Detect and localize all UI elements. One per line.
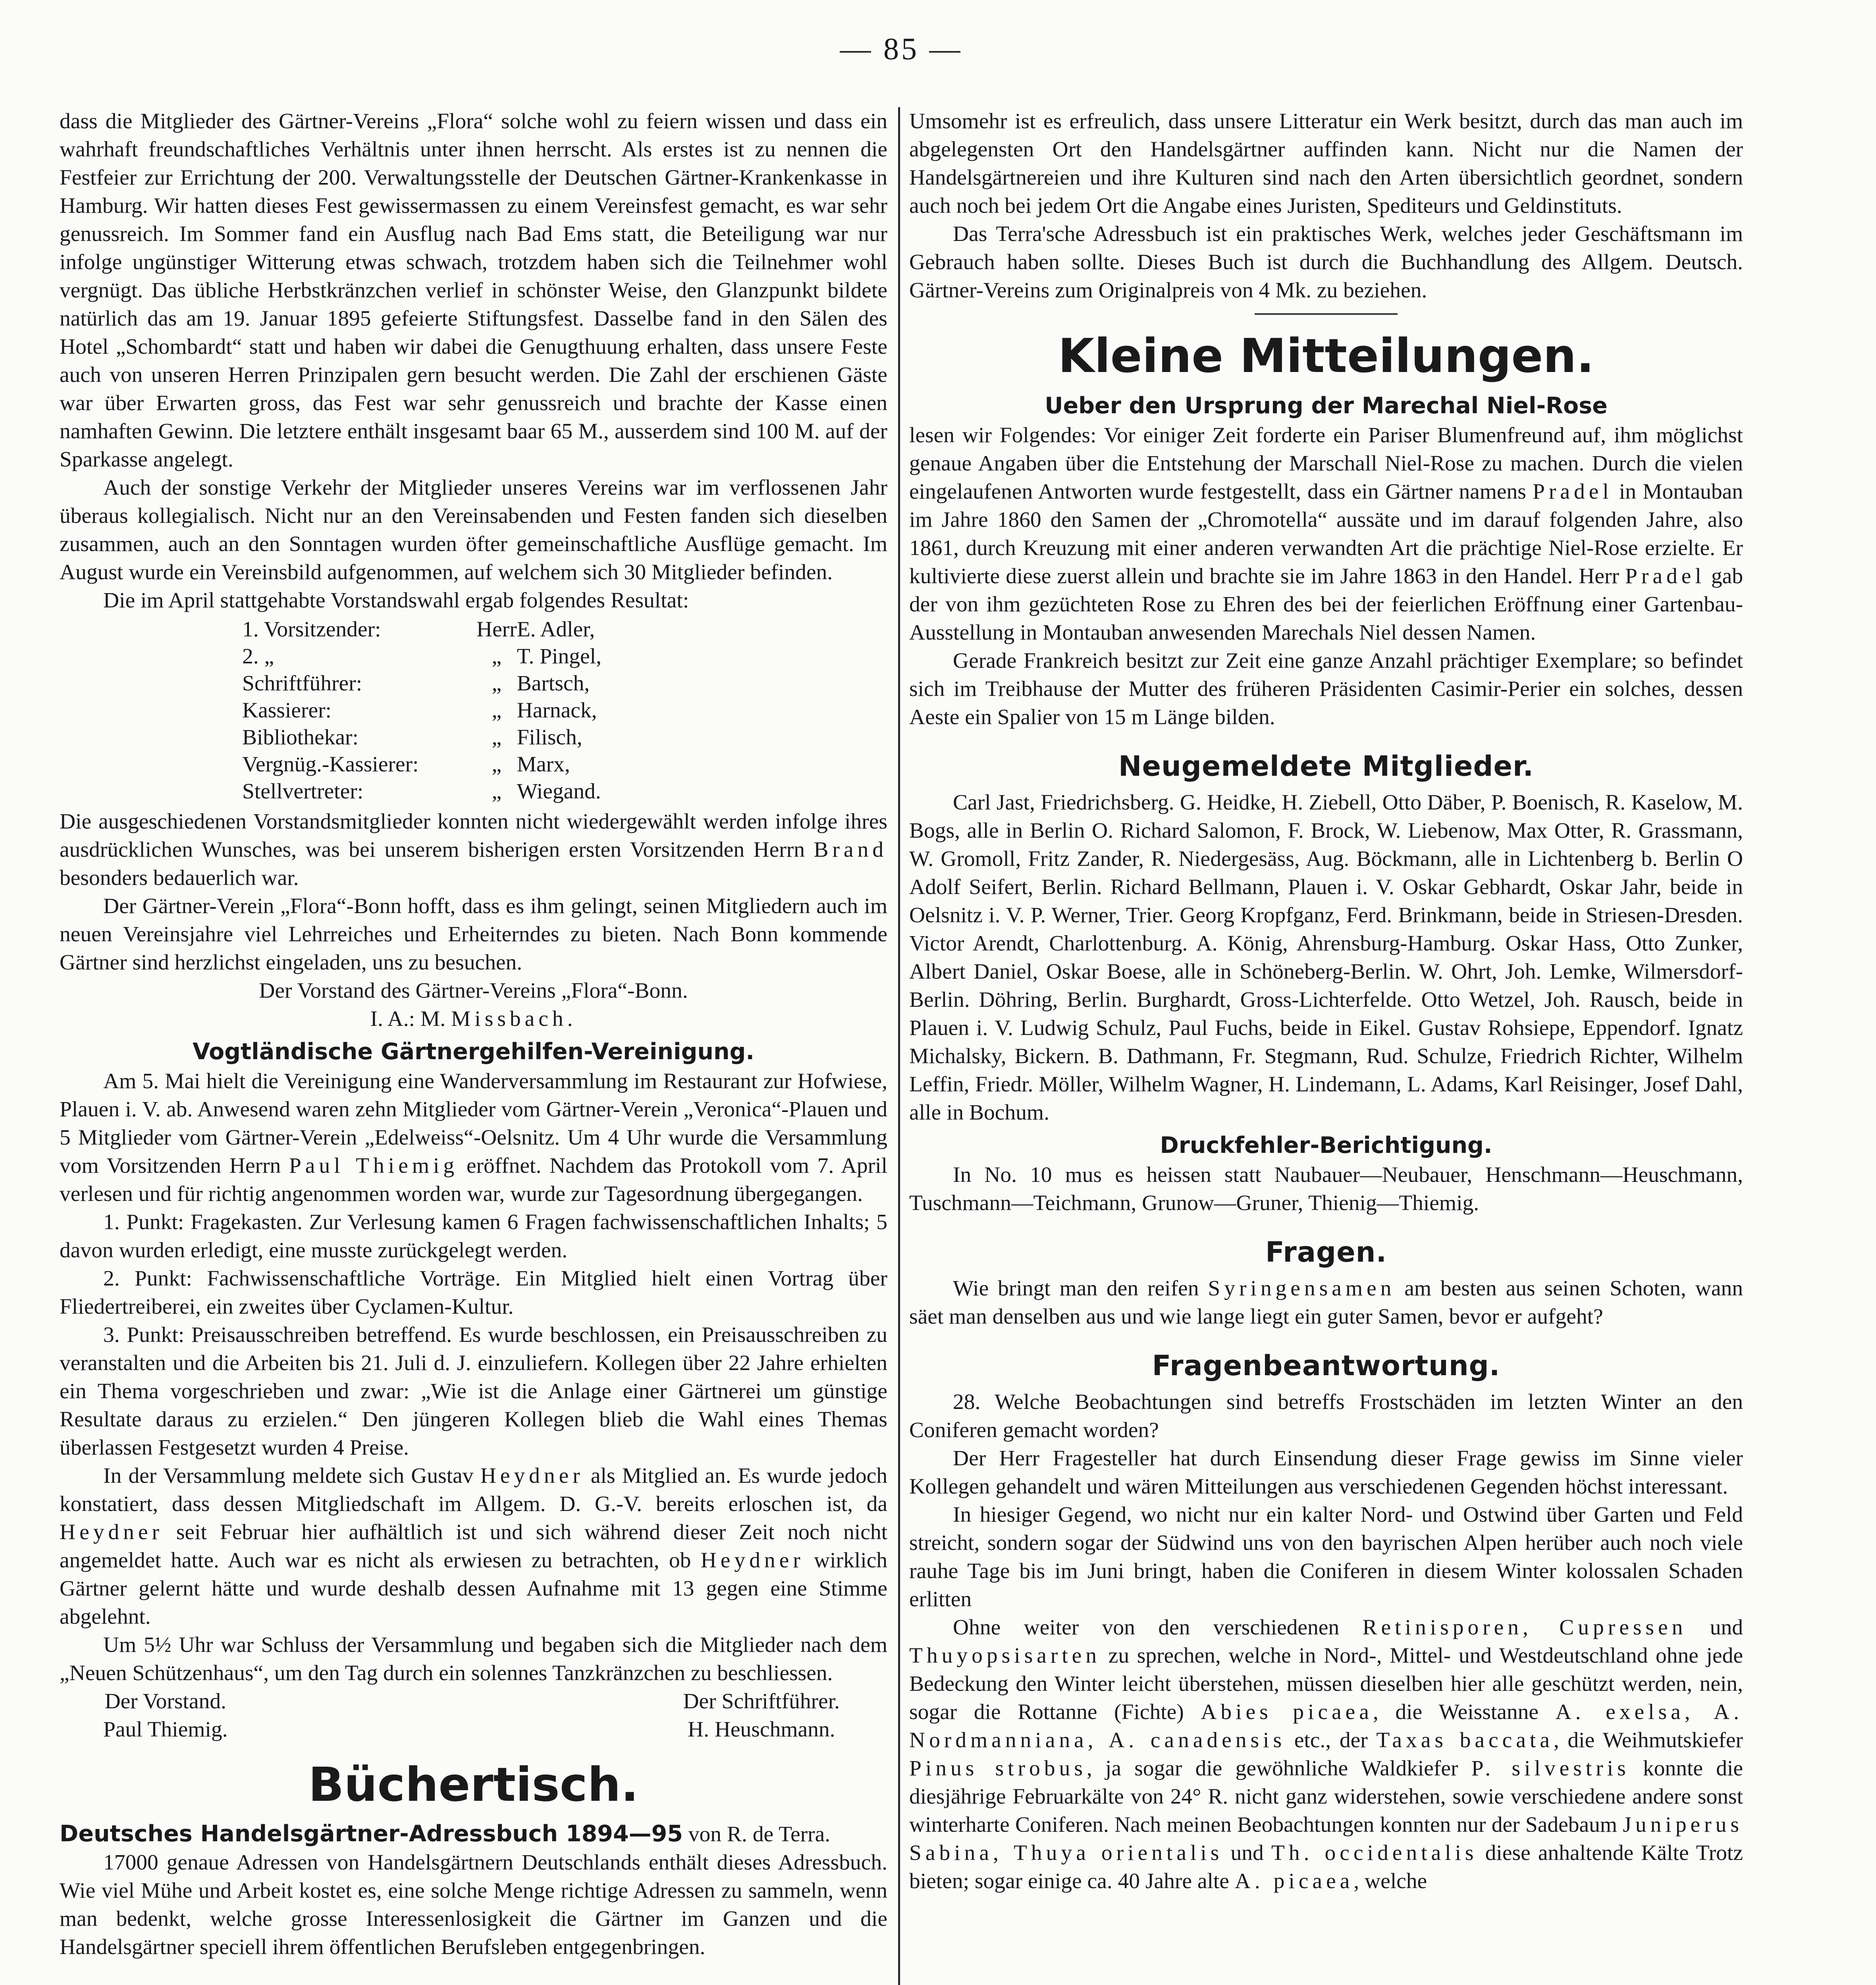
text-run: , die Weisstanne: [1373, 1700, 1556, 1724]
board-role: Kassierer:: [242, 698, 332, 723]
board-title: „: [492, 671, 502, 696]
signature-title: Der Schriftführer.: [683, 1689, 840, 1713]
board-person: Filisch,: [517, 725, 582, 750]
paragraph: 17000 genaue Adressen von Handelsgärtnern Deutschlands enthält dieses Adressbuch. Wie viel Mühe und Arbeit kostet es, eine solche Menge richtige Adressen zu sammeln, wenn man bedenkt, welche grosse Interessenlosigkeit die Gärtner im Ganzen und die Handelsgärtner speciell ihrem öffentlichen Berufsleben entgegenbringen.: [60, 1850, 887, 1959]
book-title-line: [60, 1820, 887, 1848]
text-run: Am 5. Mai hielt die Vereinigung eine Wanderversammlung im Restaurant zur Hofwiese, Plauen i. V. ab. Anwesend waren zehn Mitglieder vom Gärtner-Verein „Veronica“-Plauen und 5 Mitglieder vom Gärtner-Verein „Edelweiss“-Oelsnitz. Um 4 Uhr wurde die Versammlung vom Vorsitzenden Herrn: [60, 1069, 887, 1178]
board-title: „: [492, 698, 502, 723]
spaced-term: Thuyopsisarten: [909, 1644, 1101, 1668]
board-person: E. Adler,: [517, 617, 595, 642]
section-heading-vogtlaendische: Vogtländische Gärtnergehilfen-Vereinigung.: [192, 1039, 755, 1065]
board-row: [242, 751, 602, 778]
spaced-term: A. exelsa, A. Nordmanniana, A. canadensis: [909, 1700, 1743, 1752]
board-row: [242, 670, 602, 697]
board-person: T. Pingel,: [517, 644, 602, 669]
text-run: besonders bedauerlich war.: [60, 866, 299, 890]
board-title: „: [492, 779, 502, 804]
text-run: seit Februar hier aufhältlich ist und sich während dieser Zeit noch nicht angemeldet hatte. Auch war es nicht als erwiesen zu betrachten, ob: [60, 1520, 887, 1573]
spaced-term: Juniperus Sabina, Thuya orientalis: [909, 1813, 1743, 1865]
board-person: Wiegand.: [517, 779, 601, 804]
board-row: [242, 697, 602, 724]
text-run: konnte die diesjährige Februarkälte von 24° R. nicht ganz widerstehen, sowie verschiedene andere sonst winterharte Coniferen. Nach meinen Beobachtungen konnten nur der Sadebaum: [909, 1756, 1743, 1837]
paragraph: 1. Punkt: Fragekasten. Zur Verlesung kamen 6 Fragen fachwissenschaftlichen Inhalts; 5 davon wurden erledigt, eine musste zurückgelegt werden.: [60, 1210, 887, 1262]
text-run: Die ausgeschiedenen Vorstandsmitglieder konnten nicht wiedergewählt werden infolge ihres ausdrücklichen Wunsches, was bei unserem bisherigen ersten Vorsitzenden Herrn: [60, 809, 887, 862]
paragraph: dass die Mitglieder des Gärtner-Vereins „Flora“ solche wohl zu feiern wissen und dass ein wahrhaft freundschaftliches Verhältnis unter ihnen herrscht. Als erstes ist zu nennen die Festfeier zur Errichtung der 200. Verwaltungsstelle der Deutschen Gärtner-Krankenkasse in Hamburg. Wir hatten dieses Fest gewissermassen zu einem Vereinsfest gemacht, es war sehr genussreich. Im Sommer fand ein Ausflug nach Bad Ems statt, die Beteiligung war nur infolge ungünstiger Witterung etwas schwach, trotzdem haben sich die Teilnehmer wohl vergnügt. Das übliche Herbstkränzchen verlief in schönster Weise, den Glanzpunkt bildete natürlich das am 19. Januar 1895 gefeierte Stiftungsfest. Dasselbe fand in den Sälen des Hotel „Schombardt“ statt und haben wir dabei die Genugthuung erhalten, dass unsere Feste auch von unseren Herren Prinzipalen gern besucht werden. Die Zahl der erschienen Gäste war über Erwarten gross, das Fest war sehr genussreich und brachte der Kasse einen namhaften Gewinn. Die letztere enthält insgesamt baar 65 M., ausserdem sind 100 M. auf der Sparkasse angelegt.: [60, 109, 887, 472]
signature-line: [60, 1005, 887, 1033]
spaced-name: Missbach.: [451, 1007, 577, 1031]
signature-right: [683, 1687, 840, 1744]
spaced-term: A. picaea: [1234, 1869, 1354, 1893]
board-title: „: [492, 725, 502, 750]
paragraph: Umsomehr ist es erfreulich, dass unsere Litteratur ein Werk besitzt, durch das man auch im abgelegensten Ort den Handelsgärtner auffinden kann. Nicht nur die Namen der Handelsgärtnereien und ihre Kulturen sind nach den Arten übersichtlich geordnet, sondern auch noch bei jedem Ort die Angabe eines Juristen, Spediteurs und Geldinstituts.: [909, 109, 1743, 218]
column-divider: [898, 107, 900, 1985]
spaced-name: Heydner: [60, 1520, 164, 1544]
paragraph: 28. Welche Beobachtungen sind betreffs Frostschäden im letzten Winter an den Coniferen gemacht worden?: [909, 1390, 1743, 1442]
signature-name: H. Heuschmann.: [688, 1717, 835, 1742]
paragraph: In hiesiger Gegend, wo nicht nur ein kalter Nord- und Ostwind über Garten und Feld streicht, sondern sogar der Südwind uns von den bayrischen Alpen herüber auch noch viele rauhe Tage bis im Juni bringt, haben die Coniferen in diesem Winter kolossalen Schaden erlitten: [909, 1503, 1743, 1611]
text-run: etc., der: [1286, 1728, 1377, 1752]
left-column: [60, 107, 887, 1985]
board-person: Bartsch,: [517, 671, 590, 696]
text-run: Ohne weiter von den verschiedenen: [953, 1615, 1363, 1640]
book-author: von R. de Terra.: [683, 1822, 831, 1846]
signature-line: Der Vorstand des Gärtner-Vereins „Flora“-Bonn.: [259, 979, 688, 1003]
board-role: Schriftführer:: [242, 671, 362, 696]
section-heading-buechertisch: Büchertisch.: [308, 1757, 639, 1812]
board-row: [242, 724, 602, 751]
text-run: In der Versammlung meldete sich Gustav: [103, 1464, 480, 1488]
board-title: „: [492, 644, 502, 669]
board-title: Herr: [476, 617, 517, 642]
board-role: Bibliothekar:: [242, 725, 359, 750]
text-run: eröffnet. Nachdem das Protokoll vom 7. April verlesen und für richtig angenommen worden war, wurde zur Tagesordnung übergegangen.: [60, 1154, 887, 1206]
paragraph: [60, 807, 887, 892]
paragraph: 3. Punkt: Preisausschreiben betreffend. Es wurde beschlossen, ein Preisausschreiben zu veranstalten und die Arbeiten bis 21. Juli d. J. einzuliefern. Kollegen über 22 Jahre erhielten ein Thema vorgeschrieben und zwar: „Wie ist die Anlage einer Gärtnerei um günstige Resultate daraus zu erzielen.“ Den jüngeren Kollegen blieb die Wahl eines Themas überlassen Festgesetzt wurden 4 Preise.: [60, 1323, 887, 1460]
signature-block: [60, 1687, 887, 1744]
text-run: lesen wir Folgendes: Vor einiger Zeit forderte ein Pariser Blumenfreund auf, ihm möglichst genaue Angaben über die Entstehung der Marschall Niel-Rose zu machen. Durch die vielen eingelaufenen Antworten wurde festgestellt, dass ein Gärtner namens: [909, 423, 1743, 504]
board-election-list: [242, 616, 602, 805]
board-role: 2. „: [242, 644, 274, 669]
paragraph: [909, 1274, 1743, 1331]
text-run: am besten aus seinen Schoten, wann säet man denselben aus und wie lange liegt ein guter Samen, bevor er aufgeht?: [909, 1276, 1743, 1329]
signature-left: [103, 1687, 228, 1744]
board-role: Vergnüg.-Kassierer:: [242, 752, 419, 777]
text-run: und: [1223, 1841, 1271, 1865]
section-heading-druckfehler: Druckfehler-Berichtigung.: [1160, 1132, 1492, 1158]
board-role: Stellvertreter:: [242, 779, 364, 804]
paragraph: Der Gärtner-Verein „Flora“-Bonn hofft, dass es ihm gelingt, seinen Mitgliedern auch im neuen Vereinsjahre viel Lehrreiches und Erheiterndes zu bieten. Nach Bonn kommende Gärtner sind herzlichst eingeladen, uns zu besuchen.: [60, 894, 887, 975]
board-person: Marx,: [517, 752, 570, 777]
text-run: I. A.: M.: [370, 1007, 451, 1031]
spaced-name: Brand: [814, 838, 887, 862]
spaced-term: Th. occidentalis: [1271, 1841, 1478, 1865]
signature-title: Der Vorstand.: [104, 1689, 226, 1713]
text-run: , welche: [1353, 1869, 1427, 1893]
paragraph: Gerade Frankreich besitzt zur Zeit eine ganze Anzahl prächtiger Exemplare; so befindet sich im Treibhause der Mutter des früheren Präsidenten Casimir-Perier ein solches, dessen Aeste ein Spalier von 15 m Länge bilden.: [909, 649, 1743, 729]
board-row: [242, 643, 602, 670]
separator-rule: [1255, 313, 1398, 315]
spaced-term: Syringensamen: [1208, 1276, 1396, 1301]
section-heading-fragenbeantwortung: Fragenbeantwortung.: [1152, 1349, 1500, 1382]
text-run: zu sprechen, welche in Nord-, Mittel- und Westdeutschland ohne jede Bedeckung den Winter leicht überstehen, müssen dieselben hier alle geschützt werden, nein, sogar die Rottanne (Fichte): [909, 1644, 1743, 1724]
section-heading-kleine-mitteilungen: Kleine Mitteilungen.: [1058, 328, 1595, 383]
page-number: — 85 —: [840, 31, 963, 66]
spaced-term: Retinisporen, Cupressen: [1362, 1615, 1687, 1640]
spaced-term: Pinus strobus: [909, 1756, 1087, 1781]
paragraph: 2. Punkt: Fachwissenschaftliche Vorträge. Ein Mitglied hielt einen Vortrag über Fliedertreiberei, ein zweites über Cyclamen-Kultur.: [60, 1266, 887, 1319]
paragraph: [60, 1462, 887, 1631]
paragraph: [60, 1067, 887, 1208]
paragraph: [909, 1613, 1743, 1895]
paragraph: In No. 10 mus es heissen statt Naubauer—Neubauer, Henschmann—Heuschmann, Tuschmann—Teichmann, Grunow—Gruner, Thienig—Thiemig.: [909, 1163, 1743, 1215]
section-heading-fragen: Fragen.: [1265, 1236, 1387, 1268]
spaced-name: Heydner: [480, 1464, 584, 1488]
board-role: 1. Vorsitzender:: [242, 617, 381, 642]
text-run: , die Weihmutskiefer: [1553, 1728, 1743, 1752]
board-title: „: [492, 752, 502, 777]
paragraph: Um 5½ Uhr war Schluss der Versammlung und begaben sich die Mitglieder nach dem „Neuen Schützenhaus“, um den Tag durch ein solennes Tanzkränzchen zu beschliessen.: [60, 1633, 887, 1685]
paragraph: Carl Jast, Friedrichsberg. G. Heidke, H. Ziebell, Otto Däber, P. Boenisch, R. Kaselow, M. Bogs, alle in Berlin O. Richard Salomon, F. Brock, W. Liebenow, Max Otter, R. Grassmann, W. Gromoll, Fritz Zander, R. Niedergesäss, Aug. Böckmann, alle in Lichtenberg b. Berlin O Adolf Seifert, Berlin. Richard Bellmann, Plauen i. V. Oskar Gebhardt, Oskar Jahr, beide in Oelsnitz i. V. P. Werner, Trier. Georg Kropfganz, Ferd. Brinkmann, beide in Striesen-Dresden. Victor Arendt, Charlottenburg. A. König, Ahrensburg-Hamburg. Oskar Hass, Otto Zunker, Albert Daniel, Oskar Boese, alle in Schöneberg-Berlin. W. Ohrt, Joh. Lemke, Wilmersdorf-Berlin. Döhring, Berlin. Burghardt, Gross-Lichterfelde. Otto Wetzel, Joh. Rausch, beide in Plauen i. V. Ludwig Schulz, Paul Fuchs, beide in Eikel. Gustav Rohsiepe, Eppendorf. Ignatz Michalsky, Bickern. B. Dathmann, Fr. Stegmann, Rud. Schulze, Friedrich Richter, Wilhelm Leffin, Friedr. Möller, Wilhelm Wagner, H. Lindemann, L. Adams, Karl Reisinger, Josef Dahl, alle in Bochum.: [909, 790, 1743, 1125]
board-person: Harnack,: [517, 698, 597, 723]
right-column: [909, 107, 1743, 1985]
section-heading-neugemeldete: Neugemeldete Mitglieder.: [1118, 750, 1534, 782]
spaced-name: Heydner: [700, 1548, 804, 1573]
spaced-term: P. silvestris: [1471, 1756, 1630, 1781]
spaced-name: Pradel: [1533, 480, 1613, 504]
text-run: und: [1687, 1615, 1743, 1640]
paragraph: Der Herr Fragesteller hat durch Einsendung dieser Frage gewiss im Sinne vieler Kollegen gehandelt und wären Mitteilungen aus verschiedenen Gegenden höchst interessant.: [909, 1446, 1743, 1499]
text-run: , ja sogar die gewöhnliche Waldkiefer: [1086, 1756, 1471, 1781]
paragraph: Auch der sonstige Verkehr der Mitglieder unseres Vereins war im verflossenen Jahr überaus kollegialisch. Nicht nur an den Vereinsabenden und Festen fanden sich dieselben zusammen, auch an den Sonntagen wurden öfter gemeinschaftliche Ausflüge gemacht. Im August wurde ein Vereinsbild aufgenommen, auf welchem sich 30 Mitglieder befinden.: [60, 476, 887, 584]
signature-name: Paul Thiemig.: [103, 1717, 228, 1742]
spaced-name: Paul Thiemig: [289, 1154, 459, 1178]
board-row: [242, 616, 602, 643]
board-row: [242, 778, 602, 805]
spaced-term: Abies picaea: [1201, 1700, 1373, 1724]
spaced-name: Pradel: [1625, 564, 1705, 588]
book-title: Deutsches Handelsgärtner-Adressbuch 1894—95: [60, 1821, 683, 1847]
spaced-term: Taxas baccata: [1376, 1728, 1554, 1752]
text-run: in Montauban im Jahre 1860 den Samen der „Chromotella“ aussäte und im darauf folgenden Jahre, also 1861, durch Kreuzung mit einer anderen verwandten Art die prächtige Niel-Rose erzielte. Er kultivierte diese zuerst allein und brachte sie im Jahre 1863 in den Handel. Herr: [909, 480, 1743, 588]
text-run: wirklich Gärtner gelernt hätte und wurde deshalb dessen Aufnahme mit 13 gegen eine Stimme abgelehnt.: [60, 1548, 887, 1629]
text-run: diese anhaltende Kälte Trotz bieten; sogar einige ca. 40 Jahre alte: [909, 1841, 1743, 1893]
paragraph: Die im April stattgehabte Vorstandswahl ergab folgendes Resultat:: [103, 588, 689, 613]
article-heading-niel-rose: Ueber den Ursprung der Marechal Niel-Rose: [1045, 393, 1608, 419]
text-run: Wie bringt man den reifen: [953, 1276, 1208, 1301]
text-run: gab der von ihm gezüchteten Rose zu Ehren des bei der feierlichen Eröffnung einer Gartenbau-Ausstellung in Montauban anwesenden Marechals Niel dessen Namen.: [909, 564, 1743, 645]
text-run: als Mitglied an. Es wurde jedoch konstatiert, dass dessen Mitgliedschaft im Allgem. D. G.-V. bereits erloschen ist, da: [60, 1464, 887, 1516]
paragraph: [909, 421, 1743, 647]
paragraph: Das Terra'sche Adressbuch ist ein praktisches Werk, welches jeder Geschäftsmann im Gebrauch haben sollte. Dieses Buch ist durch die Buchhandlung des Allgem. Deutsch. Gärtner-Vereins zum Originalpreis von 4 Mk. zu beziehen.: [909, 222, 1743, 303]
